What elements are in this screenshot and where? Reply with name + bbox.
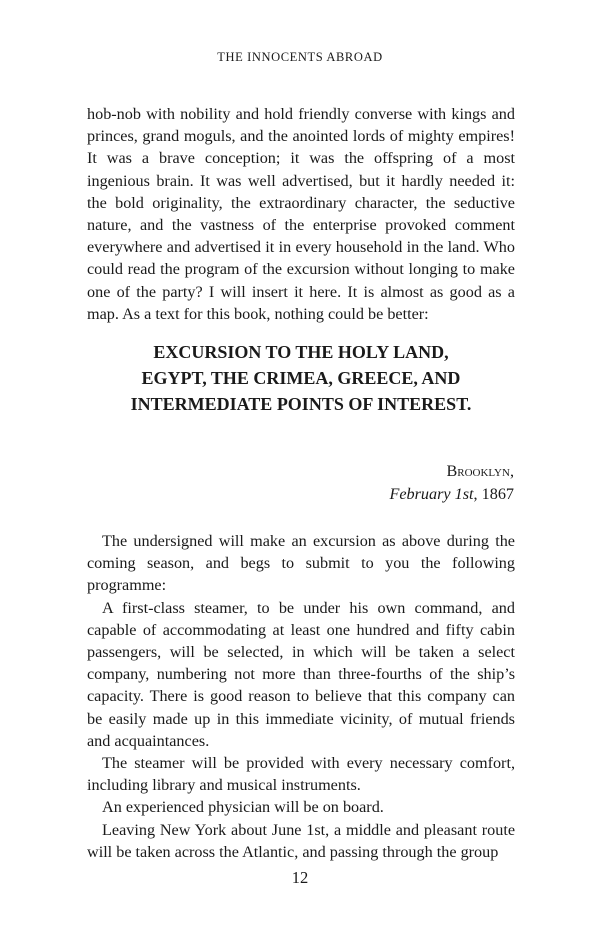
intro-paragraph-block xyxy=(87,103,515,325)
heading-line-3: INTERMEDIATE POINTS OF INTEREST. xyxy=(130,394,472,414)
paragraph: The undersigned will make an excursion as above during the coming season, and begs to submit to you the following programme: xyxy=(87,532,515,595)
dateline-date-italic: February 1st xyxy=(389,485,474,503)
paragraph: The steamer will be provided with every necessary comfort, including library and musical instruments. xyxy=(87,754,515,795)
programme-text xyxy=(87,530,515,863)
dateline-year: , 1867 xyxy=(473,485,514,503)
paragraph: An experienced physician will be on board. xyxy=(102,798,384,817)
page-number: 12 xyxy=(291,868,309,887)
heading-line-2: EGYPT, THE CRIMEA, GREECE, AND xyxy=(141,368,461,388)
intro-paragraph: hob-nob with nobility and hold friendly converse with kings and princes, grand moguls, and the anointed lords of mighty empires! It was a brave conception; it was the offspring of a most ingenious brain. It was well advertised, but it hardly needed it: the bold originality, the extraordinary character, the seductive nature, and the vastness of the enterprise provoked comment everywhere and advertised it in every household in the land. Who could read the program of the excursion without longing to make one of the party? I will insert it here. It is almost as good as a map. As a text for this book, nothing could be better: xyxy=(87,105,515,323)
heading-line-1: EXCURSION TO THE HOLY LAND, xyxy=(153,342,449,362)
dateline xyxy=(389,460,514,506)
section-heading xyxy=(87,339,515,417)
running-head: THE INNOCENTS ABROAD xyxy=(217,50,383,64)
dateline-place: Brooklyn, xyxy=(446,462,514,480)
paragraph: A first-class steamer, to be under his own command, and capable of accommodating at least one hundred and fifty cabin passengers, will be selected, in which will be taken a select company, numbering not more than three-fourths of the ship’s capacity. There is good reason to believe that this company can be easily made up in this immediate vicinity, of mutual friends and acquaintances. xyxy=(87,598,515,750)
paragraph: Leaving New York about June 1st, a middle and pleasant route will be taken across the Atlantic, and passing through the group xyxy=(87,820,515,861)
dateline-date xyxy=(389,483,514,506)
